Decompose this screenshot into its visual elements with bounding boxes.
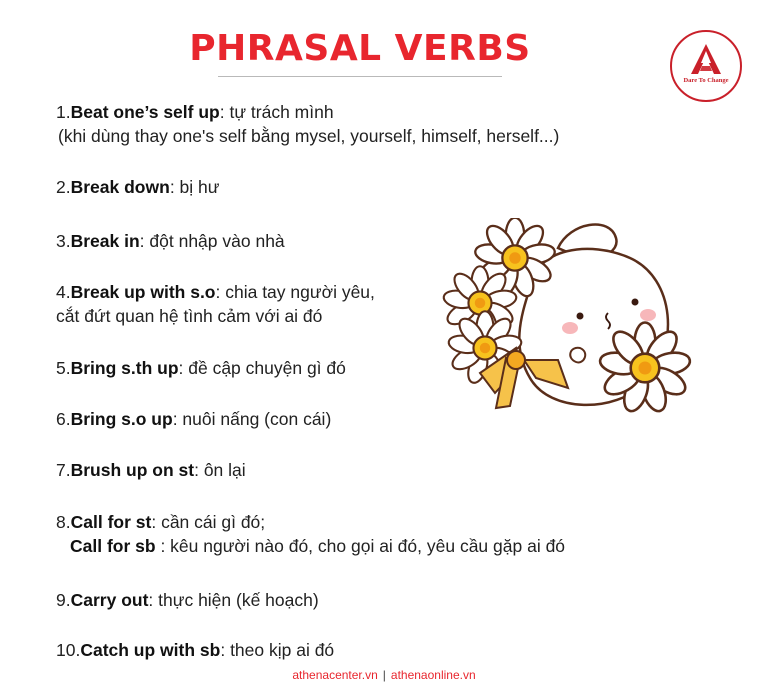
- item-number: 5.: [56, 358, 71, 378]
- footer-link-athenacenter[interactable]: athenacenter.vn: [292, 668, 378, 682]
- logo-slogan: Dare To Change: [683, 77, 729, 84]
- item-term: Brush up on st: [70, 460, 195, 480]
- list-item: 8.Call for st: cần cái gì đó; Call for sb : kêu người nào đó, cho gọi ai đó, yêu cầu gặp ai đó: [56, 512, 566, 556]
- page-title: PHRASAL VERBS: [189, 28, 531, 69]
- brand-logo: [670, 30, 742, 102]
- item-term: Beat one’s self up: [70, 102, 220, 122]
- item-definition: thực hiện (kế hoạch): [158, 590, 319, 610]
- bunny-with-daisies-illustration: [440, 218, 710, 418]
- item-number: 7.: [56, 460, 71, 480]
- item-term: Break up with s.o: [70, 282, 216, 302]
- footer: [0, 668, 768, 682]
- item-number: 8.: [56, 512, 71, 532]
- item-term: Carry out: [70, 590, 149, 610]
- item-note: (khi dùng thay one's self bằng mysel, yourself, himself, herself...): [58, 126, 560, 146]
- item-number: 9.: [56, 590, 71, 610]
- list-item: 9.Carry out: thực hiện (kế hoạch): [56, 590, 319, 610]
- item-definition: đột nhập vào nhà: [149, 231, 285, 251]
- list-item: 1.Beat one’s self up: tự trách mình (khi dùng thay one's self bằng mysel, yourself, himself, herself...): [56, 102, 560, 146]
- item-number: 1.: [56, 102, 71, 122]
- item-definition: đề cập chuyện gì đó: [188, 358, 346, 378]
- list-item: 5.Bring s.th up: đề cập chuyện gì đó: [56, 358, 346, 378]
- item-term: Call for sb: [70, 536, 156, 556]
- athena-logo-icon: [688, 42, 724, 76]
- item-number: 10.: [56, 640, 81, 660]
- list-item: 10.Catch up with sb: theo kịp ai đó: [56, 640, 335, 660]
- list-item: 2.Break down: bị hư: [56, 177, 220, 197]
- item-term: Catch up with sb: [80, 640, 221, 660]
- item-definition: chia tay người yêu,: [225, 282, 375, 302]
- item-definition: ôn lại: [203, 460, 246, 480]
- item-note: cắt đứt quan hệ tình cảm với ai đó: [56, 306, 323, 326]
- item-definition: cần cái gì đó;: [161, 512, 266, 532]
- item-number: 6.: [56, 409, 71, 429]
- footer-link-athenaonline[interactable]: athenaonline.vn: [390, 668, 476, 682]
- item-term: Bring s.o up: [70, 409, 173, 429]
- list-item: 7.Brush up on st: ôn lại: [56, 460, 246, 480]
- list-item: 3.Break in: đột nhập vào nhà: [56, 231, 285, 251]
- title-divider: [218, 76, 502, 77]
- item-term: Call for st: [70, 512, 152, 532]
- item-number: 4.: [56, 282, 71, 302]
- item-definition: nuôi nấng (con cái): [182, 409, 332, 429]
- item-term: Break down: [70, 177, 170, 197]
- footer-divider: |: [382, 668, 386, 682]
- item-definition: tự trách mình: [229, 102, 334, 122]
- item-definition: bị hư: [179, 177, 220, 197]
- item-definition: theo kịp ai đó: [230, 640, 335, 660]
- item-term: Bring s.th up: [70, 358, 179, 378]
- item-term: Break in: [70, 231, 140, 251]
- list-item: 4.Break up with s.o: chia tay người yêu, cắt đứt quan hệ tình cảm với ai đó: [56, 282, 375, 326]
- item-number: 3.: [56, 231, 71, 251]
- item-definition: kêu người nào đó, cho gọi ai đó, yêu cầu gặp ai đó: [170, 536, 566, 556]
- item-number: 2.: [56, 177, 71, 197]
- list-item: 6.Bring s.o up: nuôi nấng (con cái): [56, 409, 332, 429]
